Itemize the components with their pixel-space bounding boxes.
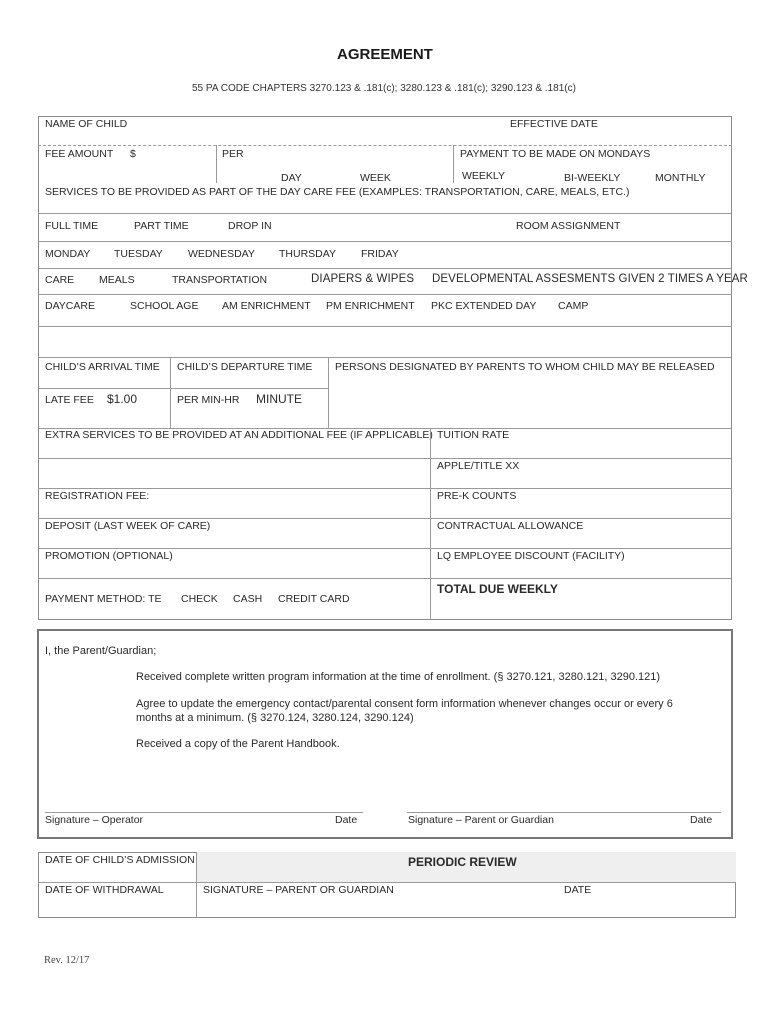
am-enrichment-option[interactable]: AM ENRICHMENT bbox=[222, 300, 311, 312]
divider bbox=[453, 145, 454, 183]
ack-item-emergency-line1: Agree to update the emergency contact/parental consent form information whenever changes occur or every 6 bbox=[136, 698, 673, 710]
signature-operator-label: Signature – Operator bbox=[45, 814, 144, 826]
arrival-time-label: CHILD’S ARRIVAL TIME bbox=[45, 361, 160, 373]
thursday-option[interactable]: THURSDAY bbox=[279, 248, 336, 260]
divider bbox=[38, 578, 732, 579]
divider bbox=[38, 213, 732, 214]
check-option[interactable]: CHECK bbox=[181, 593, 218, 605]
apple-title-label: APPLE/TITLE XX bbox=[437, 460, 520, 472]
fee-amount-label: FEE AMOUNT bbox=[45, 148, 114, 160]
ack-item-handbook: Received a copy of the Parent Handbook. bbox=[136, 738, 340, 750]
per-min-hr-label: PER MIN-HR bbox=[177, 394, 240, 406]
pkc-extended-option[interactable]: PKC EXTENDED DAY bbox=[431, 300, 537, 312]
divider bbox=[38, 458, 732, 459]
divider bbox=[170, 357, 171, 428]
fee-dollar-label: $ bbox=[130, 148, 136, 160]
tuesday-option[interactable]: TUESDAY bbox=[114, 248, 163, 260]
divider bbox=[38, 294, 732, 295]
signature-parent-label: Signature – Parent or Guardian bbox=[408, 814, 554, 826]
date-operator-label: Date bbox=[335, 814, 358, 826]
divider bbox=[38, 241, 732, 242]
payment-method-label: PAYMENT METHOD: TE bbox=[45, 593, 162, 605]
divider bbox=[216, 145, 217, 183]
effective-date-label: EFFECTIVE DATE bbox=[510, 118, 598, 130]
full-time-option[interactable]: FULL TIME bbox=[45, 220, 99, 232]
bi-weekly-option[interactable]: BI-WEEKLY bbox=[564, 172, 621, 184]
credit-card-option[interactable]: CREDIT CARD bbox=[278, 593, 350, 605]
day-option[interactable]: DAY bbox=[281, 172, 302, 184]
camp-option[interactable]: CAMP bbox=[558, 300, 589, 312]
part-time-option[interactable]: PART TIME bbox=[134, 220, 189, 232]
transportation-option[interactable]: TRANSPORTATION bbox=[172, 274, 268, 286]
divider bbox=[38, 357, 732, 358]
school-age-option[interactable]: SCHOOL AGE bbox=[130, 300, 199, 312]
divider bbox=[38, 268, 732, 269]
page-subtitle: 55 PA CODE CHAPTERS 3270.123 & .181(c); 3280.123 & .181(c); 3290.123 & .181(c) bbox=[192, 83, 576, 94]
room-assignment-label: ROOM ASSIGNMENT bbox=[516, 220, 621, 232]
contractual-allowance-label: CONTRACTUAL ALLOWANCE bbox=[437, 520, 584, 532]
lq-discount-label: LQ EMPLOYEE DISCOUNT (FACILITY) bbox=[437, 550, 625, 562]
name-of-child-label: NAME OF CHILD bbox=[45, 118, 128, 130]
late-fee-label: LATE FEE bbox=[45, 394, 94, 406]
date-parent-label: Date bbox=[690, 814, 713, 826]
diapers-option[interactable]: DIAPERS & WIPES bbox=[311, 273, 415, 285]
prek-counts-label: PRE-K COUNTS bbox=[437, 490, 517, 502]
page-title: AGREEMENT bbox=[337, 46, 433, 63]
divider bbox=[38, 548, 732, 549]
services-label: SERVICES TO BE PROVIDED AS PART OF THE DAY CARE FEE (EXAMPLES: TRANSPORTATION, CARE, MEALS, ETC.) bbox=[45, 186, 630, 198]
divider bbox=[328, 357, 329, 428]
monday-option[interactable]: MONDAY bbox=[45, 248, 91, 260]
cash-option[interactable]: CASH bbox=[233, 593, 263, 605]
review-signature-label: SIGNATURE – PARENT OR GUARDIAN bbox=[203, 884, 394, 896]
divider bbox=[38, 488, 732, 489]
divider bbox=[38, 388, 328, 389]
care-option[interactable]: CARE bbox=[45, 274, 75, 286]
persons-designated-label: PERSONS DESIGNATED BY PARENTS TO WHOM CHILD MAY BE RELEASED bbox=[335, 361, 715, 373]
drop-in-option[interactable]: DROP IN bbox=[228, 220, 272, 232]
divider bbox=[38, 518, 732, 519]
revision-label: Rev. 12/17 bbox=[44, 955, 90, 966]
meals-option[interactable]: MEALS bbox=[99, 274, 135, 286]
divider bbox=[196, 852, 197, 918]
periodic-review-title: PERIODIC REVIEW bbox=[408, 855, 517, 869]
ack-intro: I, the Parent/Guardian; bbox=[45, 645, 157, 657]
extra-services-label: EXTRA SERVICES TO BE PROVIDED AT AN ADDITIONAL FEE (IF APPLICABLE) bbox=[45, 429, 433, 441]
divider bbox=[38, 882, 736, 883]
late-fee-amount: $1.00 bbox=[107, 392, 138, 406]
total-due-weekly-label: TOTAL DUE WEEKLY bbox=[437, 582, 558, 596]
withdrawal-date-label: DATE OF WITHDRAWAL bbox=[45, 884, 164, 896]
operator-signature-line[interactable] bbox=[45, 812, 363, 813]
ack-item-emergency-line2: months at a minimum. (§ 3270.124, 3280.124, 3290.124) bbox=[136, 712, 414, 724]
admission-date-label: DATE OF CHILD’S ADMISSION bbox=[45, 854, 195, 866]
tuition-rate-label: TUITION RATE bbox=[437, 429, 510, 441]
per-label: PER bbox=[222, 148, 244, 160]
friday-option[interactable]: FRIDAY bbox=[361, 248, 399, 260]
wednesday-option[interactable]: WEDNESDAY bbox=[188, 248, 255, 260]
divider bbox=[430, 428, 431, 620]
divider bbox=[38, 326, 732, 327]
deposit-label: DEPOSIT (LAST WEEK OF CARE) bbox=[45, 520, 211, 532]
departure-time-label: CHILD’S DEPARTURE TIME bbox=[177, 361, 313, 373]
pm-enrichment-option[interactable]: PM ENRICHMENT bbox=[326, 300, 415, 312]
monthly-option[interactable]: MONTHLY bbox=[655, 172, 706, 184]
review-date-label: DATE bbox=[564, 884, 592, 896]
promotion-label: PROMOTION (OPTIONAL) bbox=[45, 550, 173, 562]
registration-fee-label: REGISTRATION FEE: bbox=[45, 490, 150, 502]
daycare-option[interactable]: DAYCARE bbox=[45, 300, 95, 312]
payment-mondays-label: PAYMENT TO BE MADE ON MONDAYS bbox=[460, 148, 651, 160]
ack-item-program-info: Received complete written program information at the time of enrollment. (§ 3270.121, 3280.121, 3290.121) bbox=[136, 671, 661, 683]
divider bbox=[38, 145, 732, 146]
minute-value: MINUTE bbox=[256, 392, 302, 406]
developmental-option[interactable]: DEVELOPMENTAL ASSESMENTS GIVEN 2 TIMES A YEAR bbox=[432, 273, 748, 285]
acknowledgement-box bbox=[37, 629, 733, 839]
weekly-option[interactable]: WEEKLY bbox=[462, 170, 505, 182]
parent-signature-line[interactable] bbox=[407, 812, 721, 813]
week-option[interactable]: WEEK bbox=[360, 172, 391, 184]
